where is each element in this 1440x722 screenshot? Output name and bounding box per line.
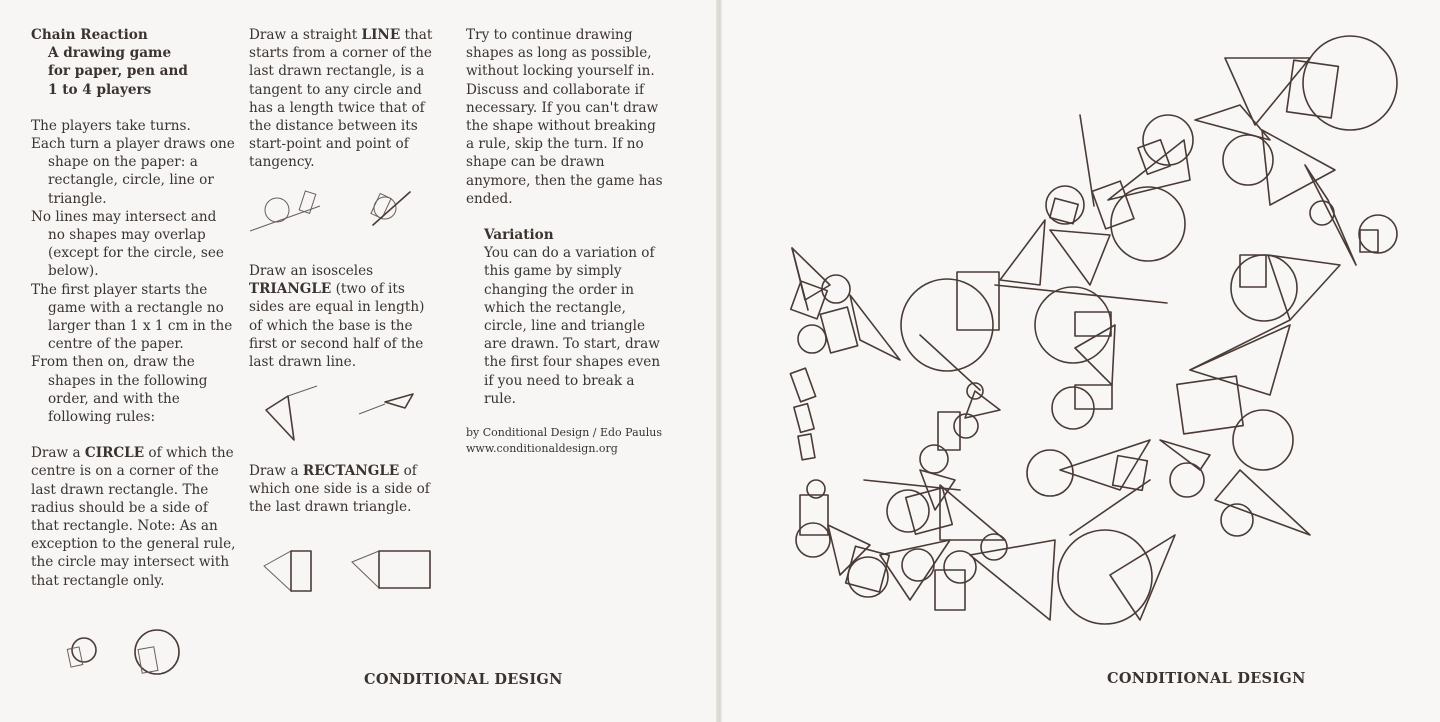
intro-text: The players take turns. xyxy=(31,117,191,134)
game-drawing-illustration xyxy=(722,0,1440,660)
game-title: Chain Reaction xyxy=(31,27,148,43)
credit-text: by Conditional Design / Edo Paulus xyxy=(466,426,662,439)
triangle-example-illustration xyxy=(255,380,425,450)
variation-block xyxy=(484,226,670,408)
line-example-illustration xyxy=(240,180,440,250)
continue-text: Try to continue drawing shapes as long as possible, without locking yourself in. Discuss and collaborate if necessary. If you can't draw the shape without breaking a rule, skip the turn. If no shape can be drawn anymore, then the game has ended. xyxy=(466,27,663,207)
line-rule-prefix: Draw a straight xyxy=(249,27,362,43)
circle-rule-prefix: Draw a xyxy=(31,445,85,462)
triangle-rule-prefix: Draw an isosceles xyxy=(249,263,374,279)
website-url: www.conditionaldesign.org xyxy=(466,442,618,455)
variation-text: You can do a variation of this game by simply changing the order in which the rectangle, circle, line and triangle are drawn. To start, draw the first four shapes even if you need to break a rule. xyxy=(484,245,661,407)
column-three xyxy=(466,26,666,208)
column-one xyxy=(31,26,236,590)
subtitle-line: A drawing game xyxy=(48,45,172,62)
right-page xyxy=(722,0,1440,722)
rectangle-rule-text: of which one side is a side of the last drawn triangle. xyxy=(249,463,430,516)
column-two xyxy=(249,26,439,172)
line-rule xyxy=(249,26,439,172)
circle-example-illustration xyxy=(55,622,195,682)
variation-title: Variation xyxy=(484,227,554,243)
rectangle-example-illustration xyxy=(260,540,440,600)
subtitle-line: 1 to 4 players xyxy=(48,81,152,98)
line-keyword: LINE xyxy=(361,27,401,43)
rule-item: The first player starts the game with a rectangle no larger than 1 x 1 cm in the centre of the paper. xyxy=(31,281,233,353)
rule-item: Each turn a player draws one shape on the paper: a rectangle, circle, line or triangle. xyxy=(31,136,235,207)
rule-item: No lines may intersect and no shapes may overlap (except for the circle, see below). xyxy=(31,208,224,280)
triangle-rule-block xyxy=(249,262,439,371)
rectangle-rule xyxy=(249,462,439,517)
subtitle-line: for paper, pen and xyxy=(48,63,188,80)
triangle-rule-text: (two of its sides are equal in length) of which the base is the first or second half of the last drawn line. xyxy=(249,281,425,371)
circle-rule xyxy=(31,444,236,590)
credit-block xyxy=(466,425,696,457)
rule-item: From then on, draw the shapes in the following order, and with the following rules: xyxy=(31,354,208,426)
right-page-footer: CONDITIONAL DESIGN xyxy=(1107,670,1306,687)
circle-rule-text: of which the centre is on a corner of the last drawn rectangle. The radius should be a side of that rectangle. Note: As an exception to the general rule, the circle may intersect with that rectangle only. xyxy=(31,445,236,589)
left-page-footer: CONDITIONAL DESIGN xyxy=(364,671,563,688)
triangle-keyword: TRIANGLE xyxy=(249,281,332,298)
triangle-rule xyxy=(249,262,439,371)
left-page xyxy=(0,0,718,722)
rectangle-rule-block xyxy=(249,462,439,517)
circle-keyword: CIRCLE xyxy=(84,445,145,462)
rectangle-keyword: RECTANGLE xyxy=(302,463,400,479)
line-rule-text: that starts from a corner of the last drawn rectangle, is a tangent to any circle and has a length twice that of the distance between its start-point and point of tangency. xyxy=(249,27,433,171)
rectangle-rule-prefix: Draw a xyxy=(249,463,303,479)
